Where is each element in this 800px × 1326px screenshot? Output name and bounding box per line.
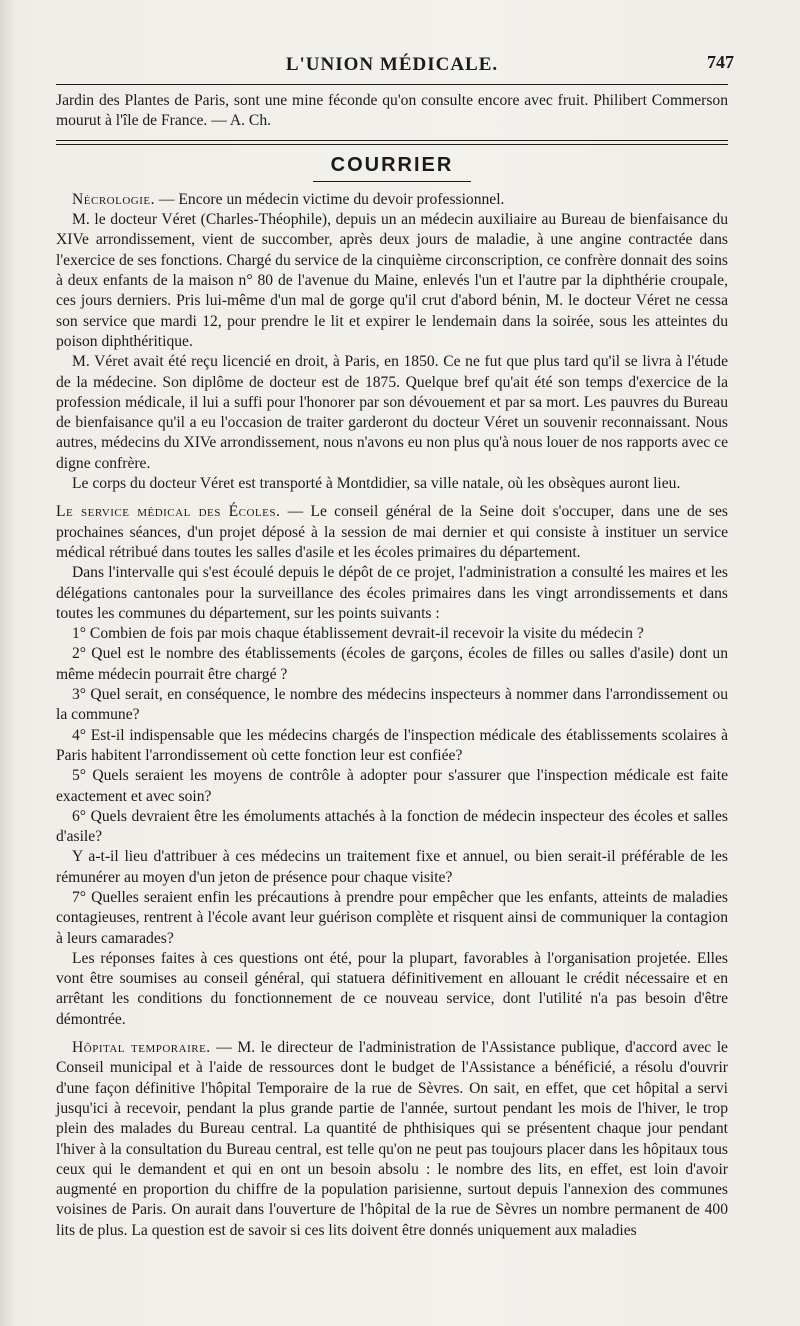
hopital-lead: — M. le directeur de l'administration de l'Assistance publique, d'accord avec le Conseil municipal et à l'aide de ressources dont le budget de l'Assistance a bénéficié, a résolu d'ouvrir d'une façon définitive l'hôpital Temporaire de la rue de Sèvres. On sait, en effet, que cet hôpital a servi jusqu'ici à recevoir, pendant la plus grande partie de l'année, surtout pendant les mois de l'hiver, le trop plein des malades du Bureau central. La quantité de phthisiques qui se présentent chaque jour pendant l'hiver à la consultation du Bureau central, est telle qu'on ne peut pas toujours placer dans les hôpitaux tous ceux qui le demandent et qui en ont un besoin absolu : le nombre des lits, en effet, est loin d'avoir augmenté en proportion du chiffre de la population parisienne, surtout depuis l'annexion des communes voisines de Paris. On aurait dans l'ouverture de l'hôpital de la rue de Sèvres un nombre permanent de 400 lits de plus. La question est de savoir si ces lits doivent être donnés uniquement aux maladies: [56, 1039, 728, 1239]
service-heading: Le service médical des Écoles.: [56, 503, 281, 521]
question-item: 2° Quel est le nombre des établissements (écoles de garçons, écoles de filles ou salles d'asile) dont un même médecin pourrait être chargé ?: [56, 645, 728, 683]
section-title: COURRIER: [313, 155, 472, 182]
necrologie-paragraph-3: M. Véret avait été reçu licencié en droit, à Paris, en 1850. Ce ne fut que plus tard qu'il se livra à l'étude de la médecine. Son diplôme de docteur est de 1875. Quelque bref qu'ait été son temps d'exercice de la profession médicale, il lui a suffi pour l'honorer par son dévouement et par sa mort. Les pauvres du Bureau de bienfaisance qu'il a eu l'occasion de traiter garderont du docteur Véret un souvenir reconnaissant. Nous autres, médecins du XIVe arrondissement, nous n'avons eu non plus qu'à nous louer de nos rapports avec ce digne confrère.: [56, 353, 728, 472]
question-item: 3° Quel serait, en conséquence, le nombre des médecins inspecteurs à nommer dans l'arrondissement ou la commune?: [56, 686, 728, 724]
service-paragraph-2: Dans l'intervalle qui s'est écoulé depuis le dépôt de ce projet, l'administration a consulté les maires et les délégations cantonales pour la surveillance des écoles primaires dans les vingt arrondissements et dans toutes les communes du département, sur les points suivants :: [56, 564, 728, 622]
question-item: 7° Quelles seraient enfin les précautions à prendre pour empêcher que les enfants, atteints de maladies contagieuses, rentrent à l'école avant leur guérison complète et risquent ainsi de communiquer la contagion à leurs camarades?: [56, 888, 728, 947]
necrologie-paragraph-1: [56, 190, 728, 210]
intro-paragraph: Jardin des Plantes de Paris, sont une mine féconde qu'on consulte encore avec fruit. Philibert Commerson mourut à l'île de France. — A. Ch.: [56, 92, 728, 130]
necrologie-lead: — Encore un médecin victime du devoir professionnel.: [155, 190, 505, 208]
necrologie-paragraph-4: Le corps du docteur Véret est transporté à Montdidier, sa ville natale, où les obsèques auront lieu.: [72, 475, 681, 493]
article-body: [56, 91, 728, 1241]
hopital-heading: Hôpital temporaire.: [72, 1039, 211, 1057]
question-item: Y a-t-il lieu d'attribuer à ces médecins un traitement fixe et annuel, ou bien serait-il préférable de les rémunérer au moyen d'un jeton de présence pour chaque visite?: [56, 848, 728, 886]
service-lead: — Le conseil général de la Seine doit s'occuper, dans une de ses prochaines séances, d'un projet déposé à la session de mai dernier et qui consiste à instituer un service médical rétribué dans toutes les salles d'asile et les écoles primaires du département.: [56, 503, 728, 561]
question-item: 1° Combien de fois par mois chaque établissement devrait-il recevoir la visite du médecin ?: [72, 625, 644, 643]
section-divider: [56, 140, 728, 145]
section-heading: [56, 155, 728, 182]
journal-title: L'UNION MÉDICALE.: [285, 54, 499, 75]
question-item: 5° Quels seraient les moyens de contrôle à adopter pour s'assurer que l'inspection médicale est faite exactement et avec soin?: [56, 767, 728, 805]
necrologie-heading: Nécrologie.: [72, 190, 155, 208]
question-item: 6° Quels devraient être les émoluments attachés à la fonction de médecin inspecteur des écoles et salles d'asile?: [56, 807, 728, 846]
service-paragraph-last: Les réponses faites à ces questions ont été, pour la plupart, favorables à l'organisation projetée. Elles vont être soumises au conseil général, qui statuera définitivement en allouant le crédit nécessaire et en arrêtant les conditions du fonctionnement de ce nouveau service, dont l'utilité n'a pas besoin d'être démontrée.: [56, 949, 728, 1028]
page-header: [56, 44, 734, 85]
service-paragraph-1: [56, 502, 728, 563]
hopital-paragraph-1: [56, 1038, 728, 1241]
necrologie-paragraph-2: M. le docteur Véret (Charles-Théophile), depuis un an médecin auxiliaire au Bureau de bienfaisance du XIVe arrondissement, vient de succomber, après deux jours de maladie, à une angine contractée dans l'exercice de ses fonctions. Chargé du service de la cinquième circonscription, ce confrère donnait des soins à deux enfants de la maison n° 80 de l'avenue du Maine, enlevés l'un et l'autre par la diphthérie croupale, ces jours derniers. Pris lui-même d'un mal de gorge qu'il crut d'abord bénin, M. le docteur Véret ne cessa son service que mardi 12, pour prendre le lit et expirer le lendemain dans la soirée, sous les atteintes du poison diphthéritique.: [56, 211, 728, 350]
page-number: 747: [707, 52, 734, 72]
question-item: 4° Est-il indispensable que les médecins chargés de l'inspection médicale des établissements scolaires à Paris habitent l'arrondissement où cette fonction leur est confiée?: [56, 726, 728, 764]
